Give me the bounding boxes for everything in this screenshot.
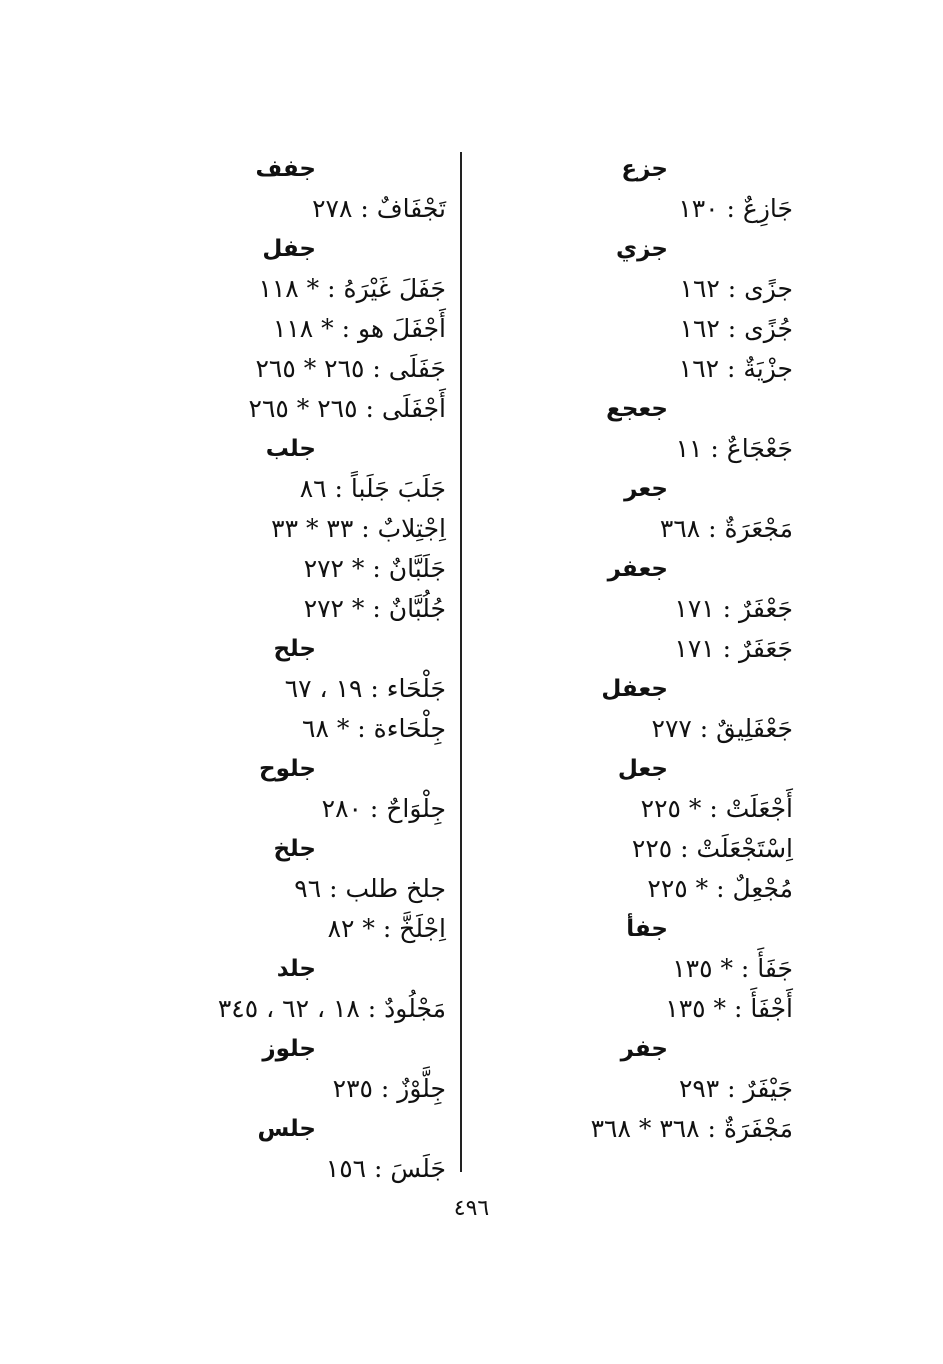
root-heading: جلد [276,956,316,982]
page-number: ٤٩٦ [453,1196,490,1221]
index-entry: جِلْحَاءة : * ٦٨ [302,714,446,743]
root-heading: جفأ [626,916,668,942]
root-heading: جزي [616,236,668,262]
index-entry: جَعْفَلِيقٌ : ٢٧٧ [651,714,793,743]
index-entry: جَلْحَاء : ١٩ ، ٦٧ [284,674,446,703]
index-entry: اِجْتِلابٌ : ٣٣ * ٣٣ [271,514,446,543]
index-entry: جَيْفَرٌ : ٢٩٣ [678,1074,793,1103]
index-entry: جُزًى : ١٦٢ [679,314,793,343]
root-heading: جعر [624,476,668,502]
index-entry: جَعْفَرٌ : ١٧١ [674,594,793,623]
column-divider [460,152,462,1172]
left-column [116,150,446,1188]
index-entry: جُلُبَّانٌ : * ٢٧٢ [303,594,446,623]
index-entry: جَلَسَ : ١٥٦ [325,1154,446,1183]
root-heading: جلس [257,1116,316,1142]
index-entry: جَلَبَّانٌ : * ٢٧٢ [303,554,446,583]
root-heading: جفل [262,236,316,262]
index-entry: جَلَبَ جَلَباً : ٨٦ [299,474,446,503]
index-entry: جِلَّوْزٌ : ٢٣٥ [332,1074,446,1103]
index-entry: جَعْجَاعٌ : ١١ [675,434,793,463]
index-entry: جَفَلَى : ٢٦٥ * ٢٦٥ [255,354,446,383]
index-entry: جَازِعٌ : ١٣٠ [678,194,793,223]
root-heading: جزع [621,156,668,182]
index-entry: جَعَفَرٌ : ١٧١ [674,634,793,663]
root-heading: جلخ [273,836,316,862]
index-entry: جِلْوَاحٌ : ٢٨٠ [321,794,446,823]
index-entry: تَجْفَافٌ : ٢٧٨ [312,194,446,223]
root-heading: جعفر [607,556,668,582]
root-heading: جلوح [259,756,316,782]
index-entry: اِجْلَخَّ : * ٨٢ [327,914,446,943]
root-heading: جفر [620,1036,668,1062]
root-heading: جعفل [601,676,668,702]
index-entry: مَجْعَرَةٌ : ٣٦٨ [659,514,793,543]
root-heading: جعل [617,756,668,782]
index-entry: جزْيَةٌ : ١٦٢ [678,354,793,383]
index-entry: مُجْعِلٌ : * ٢٢٥ [647,874,793,903]
index-entry: أَجْفَلَى : ٢٦٥ * ٢٦٥ [248,394,446,423]
index-entry: جَفَأَ : * ١٣٥ [672,954,793,983]
right-column [463,150,793,1148]
index-entry: مَجْفَرَةٌ : ٣٦٨ * ٣٦٨ [590,1114,793,1143]
index-entry: جلخ طلب : ٩٦ [294,874,446,903]
root-heading: جعجع [606,396,668,422]
index-entry: جزًى : ١٦٢ [679,274,793,303]
index-entry: مَجْلُودٌ : ١٨ ، ٦٢ ، ٣٤٥ [217,994,446,1023]
root-heading: جلح [273,636,316,662]
index-entry: اِسْتَجْعَلَتْ : ٢٢٥ [631,834,793,863]
index-entry: أَجْعَلَتْ : * ٢٢٥ [640,794,793,823]
index-entry: أَجْفَلَ هو : * ١١٨ [272,314,446,343]
index-entry: جَفَلَ غَيْرَهُ : * ١١٨ [258,274,446,303]
root-heading: جفف [255,156,316,182]
index-entry: أَجْفَأَ : * ١٣٥ [665,994,793,1023]
root-heading: جلوز [262,1036,316,1062]
root-heading: جلب [265,436,316,462]
